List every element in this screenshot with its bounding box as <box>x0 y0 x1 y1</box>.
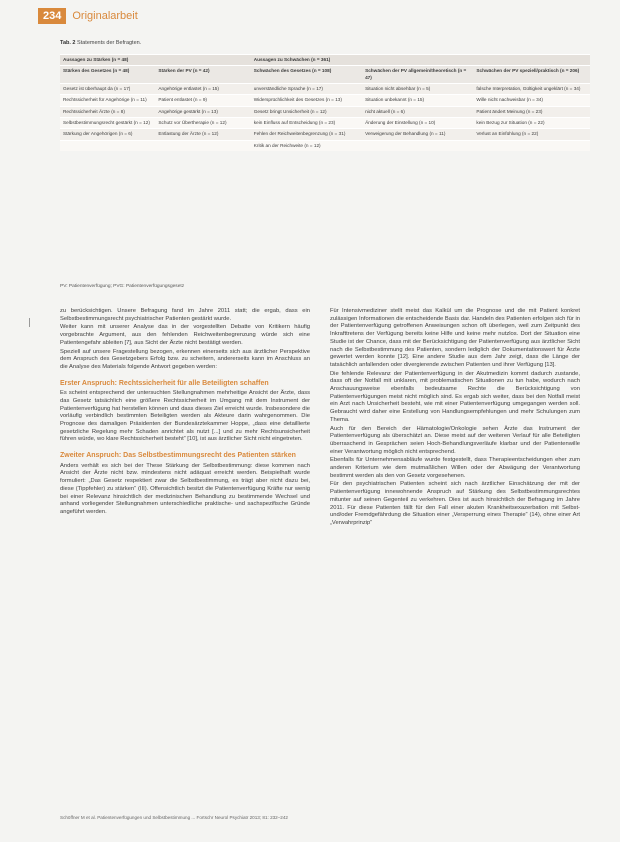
page-header <box>38 6 138 26</box>
section-heading-1: Erster Anspruch: Rechtssicherheit für alle Beteiligten schaffen <box>60 379 269 387</box>
table-row <box>60 140 590 151</box>
margin-marker <box>29 318 30 327</box>
group-header-strengths: Aussagen zu Stärken (n = 48) <box>60 55 251 66</box>
table-cell: falsche Interpretation, Gültigkeit ungeklärt (n = 34) <box>473 84 590 95</box>
table-cell <box>155 140 250 151</box>
table-cell: Schutz vor Übertherapie (n = 12) <box>155 118 250 129</box>
statements-table <box>60 54 590 151</box>
column-header: Schwächen des Gesetzes (n = 108) <box>251 66 362 84</box>
table-row <box>60 84 590 95</box>
table-cell: unverständliche Sprache (n = 17) <box>251 84 362 95</box>
table-cell: Wille nicht nachweisbar (n = 34) <box>473 95 590 106</box>
table-cell: Situation unbekannt (n = 15) <box>362 95 473 106</box>
table-cell: Fehlen der Reichweitenbegrenzung (n = 31) <box>251 129 362 140</box>
page-footer: Schöffner M et al. Patientenverfügungen und Selbstbestimmung ... Fortschr Neurol Psychiatr 2013; 81: 232–242 <box>60 815 288 820</box>
table-cell: kein Einfluss auf Entscheidung (n = 23) <box>251 118 362 129</box>
table-cell: Patient ändert Meinung (n = 23) <box>473 106 590 117</box>
table-cell: Angehörige entlastet (n = 15) <box>155 84 250 95</box>
paragraph: Anders verhält es sich bei der These Stärkung der Selbstbestimmung: diese kommen nach Ansicht der Ärzte nicht bzw. mindestens nicht adäquat erreicht werden. Beispielhaft wurde formuliert: „Das Gesetz respektiert zwar die Selbstbestimmung, es trägt aber nicht dazu bei, diese (Tippfehler) zu stärken“ (III). Offensichtlich besitzt die Patientenverfügung Kräfte nur wenig bei einer Relevanz hinsichtlich der medizinischen Behandlung zu bestimmende Wechsel und anhand vorliegender Stellungnahmen unterschiedliche praktische- und sachspezifische Gründe angeführt werden. <box>60 462 310 515</box>
page-number: 234 <box>38 8 66 24</box>
right-column <box>330 308 580 529</box>
paragraph: Auch für den Bereich der Hämatologie/Onkologie sehen Ärzte das Instrument der Patientenverfügung als überschätzt an. Diese meist auf der weiteren Verlauf für alle Beteiligten überraschend in Gesprächen seien Hoch-Behandlungsverläufe klarbar und der Patientenwille einer Verantwortung möglich nicht entsprechend. <box>330 425 580 455</box>
table-row <box>60 95 590 106</box>
left-column <box>60 308 310 518</box>
table-cell: Situation nicht absehbar (n = 5) <box>362 84 473 95</box>
section-heading-2: Zweiter Anspruch: Das Selbstbestimmungsrecht des Patienten stärken <box>60 452 296 460</box>
table-caption-text: Statements der Befragten. <box>77 40 142 46</box>
table-cell: Entlastung der Ärzte (n = 12) <box>155 129 250 140</box>
group-header-weaknesses: Aussagen zu Schwächen (n = 361) <box>251 55 590 66</box>
table-footnote: PV: Patientenverfügung; PVG: Patientenverfügungsgesetz <box>60 284 185 289</box>
paragraph: zu berücksichtigen. Unsere Befragung fand im Jahre 2011 statt; die ergab, dass ein Selbstbestimmungsrecht psychiatrischer Patienten gestärkt wurde. <box>60 308 310 322</box>
table-cell: Patient entlastet (n = 9) <box>155 95 250 106</box>
table-cell: Verlust an Einfühlung (n = 22) <box>473 129 590 140</box>
column-header: Stärken des Gesetzes (n = 48) <box>60 66 155 84</box>
table-cell: nicht aktuell (n = 6) <box>362 106 473 117</box>
column-header: Schwächen der PV allgemein/theoretisch (n = 47) <box>362 66 473 84</box>
table-cell: kein Bezug zur Situation (n = 22) <box>473 118 590 129</box>
table-cell <box>473 140 590 151</box>
table-cell: Änderung der Einstellung (n = 10) <box>362 118 473 129</box>
paragraph: Für den psychiatrischen Patienten scheint sich nach ärztlicher Einschätzung der mit der Patientenverfügung innewohnende Anspruch auf Stärkung des Selbstbestimmungsrechtes mitunter auf seinen Gegenteil zu verkehren. Dies ist auch hinsichtlich der Befragung im Jahre 2011. Für diese Patienten fällt für den Fall einer akuten Krankheitsexazerbation mit Selbst- und/oder Fremdgefährdung die Situation einer „Versperrung eines Therapie“ (14), ohne einer Art „Verwahrprinzip“ <box>330 481 580 526</box>
section-title: Originalarbeit <box>72 10 138 22</box>
paragraph: Die fehlende Relevanz der Patientenverfügung in der Akutmedizin kommt dadurch zustande, dass oft der Notfall mit unklaren, mit problematischen Situationen zu tun habe, wodurch nach Anschauungsweise ebenfalls bedeutsame Rechte die Berücksichtigung von Patientenverfügungen meist nicht möglich sind. Es ergab sich weiter, dass bei den Notfall meist ein Arzt nach Unsicherheit besteht, wie mit einer Patientenverfügung umgegangen werden soll. Gebraucht wird daher eine Erstellung von Handlungsempfehlungen und mehr Schulungen zum Thema. <box>330 370 580 423</box>
table-caption <box>60 40 590 46</box>
table-cell: Angehörige gestärkt (n = 13) <box>155 106 250 117</box>
table-row <box>60 118 590 129</box>
paragraph: Für Intensivmediziner stellt meist das Kalkül um die Prognose und die mit Patient konkret zulässigen Informationen die entscheidende Basis dar. Handeln des Patienten erfolgen sich für in der Patientenverfügung getroffenen Anweisungen schon oft überlegen, weil zum Zeitpunkt des Inkrafttretens der Verfügung bereits keine Hilfe und keine mehr nutzlos. Dort der Situation eine Studie ist der Chance, dass mit der Berücksichtigung der Patientenverfügung aus ärztlicher Sicht nach die Selbstbestimmung des Patienten, sondern lediglich der Dokumentationswert für Ärzte gewertet werden konnte [12]. Eine andere Studie aus dem Jahr zeigt, dass die Länge der tatsächlich anfallenden oder divergierende zwischen Patienten und ihrer Verfügung [13]. <box>330 308 580 368</box>
table-cell <box>362 140 473 151</box>
paragraph: Ebenfalls für Unternehmensabläufe wurde festgestellt, dass Therapieentscheidungen eher zum anderen Kriterium wie dem mutmaßlichen Willen oder der Abwägung der Verantwortung bestimmt werden als den von Gesetz vorgesehenen. <box>330 457 580 479</box>
column-header: Stärken der PV (n = 42) <box>155 66 250 84</box>
table-cell: Selbstbestimmungsrecht gestärkt (n = 12) <box>60 118 155 129</box>
table-cell: Widersprüchlichkeit des Gesetzes (n = 13) <box>251 95 362 106</box>
table-cell: Stärkung der Angehörigen (n = 6) <box>60 129 155 140</box>
table-cell: Gesetz ist überhaupt da (n = 17) <box>60 84 155 95</box>
paragraph: Weiter kann mit unserer Analyse das in der vorgestellten Debatte von Kritikern häufig vorgebrachte Argument, aus den fehlenden Reichweitenbegrenzung würde sich eine Patientengefahr ableiten [7], aus Sicht der Ärzte nicht bestätigt werden. <box>60 324 310 346</box>
table-row <box>60 129 590 140</box>
table-cell: Rechtssicherheit für Angehörige (n = 11) <box>60 95 155 106</box>
table-row <box>60 106 590 117</box>
paragraph: Es scheint entsprechend der untersuchten Stellungnahmen mehrheitige Ansicht der Ärzte, dass das Gesetz tatsächlich eine größere Rechtssicherheit im Umgang mit dem Instrument der Patientenverfügung hat herstellen können und dass dieses Ziel erreicht wurde. Insbesondere die vorläufig verbindlich bestimmten Beteiligten werden als Akteure darin wahrgenommen. Die Prognose des damaligen Präsidenten der Bundesärztekammer Hoppe, „dass eine detaillierte gesetzliche Regelung mehr Schaden anrichtet als nutzt [...] und zu mehr Rechtsunsicherheit führen würde, wo klare Rechtssicherheit besteht“ [10], ist aus ärztlicher Sicht nicht eingetreten. <box>60 390 310 443</box>
table-cell: Verweigerung der Behandlung (n = 11) <box>362 129 473 140</box>
table-cell: Gesetz bringt Unsicherheit (n = 12) <box>251 106 362 117</box>
column-header: Schwächen der PV speziell/praktisch (n = 206) <box>473 66 590 84</box>
table-cell: Kritik an der Reichweite (n = 12) <box>251 140 362 151</box>
paragraph: Speziell auf unsere Fragestellung bezogen, erkennen einerseits sich aus ärztlicher Perspektive dem Anspruch des Gesetzgebers Erfolg bzw. zu scheitern, andererseits kann im Anschluss an die Analyse des Materials folgende Antwort gegeben werden: <box>60 348 310 370</box>
table-group-header-row <box>60 55 590 66</box>
table-column-header-row <box>60 66 590 84</box>
table-cell: Rechtssicherheit Ärzte (n = 8) <box>60 106 155 117</box>
table-caption-label: Tab. 2 <box>60 40 76 46</box>
table-cell <box>60 140 155 151</box>
